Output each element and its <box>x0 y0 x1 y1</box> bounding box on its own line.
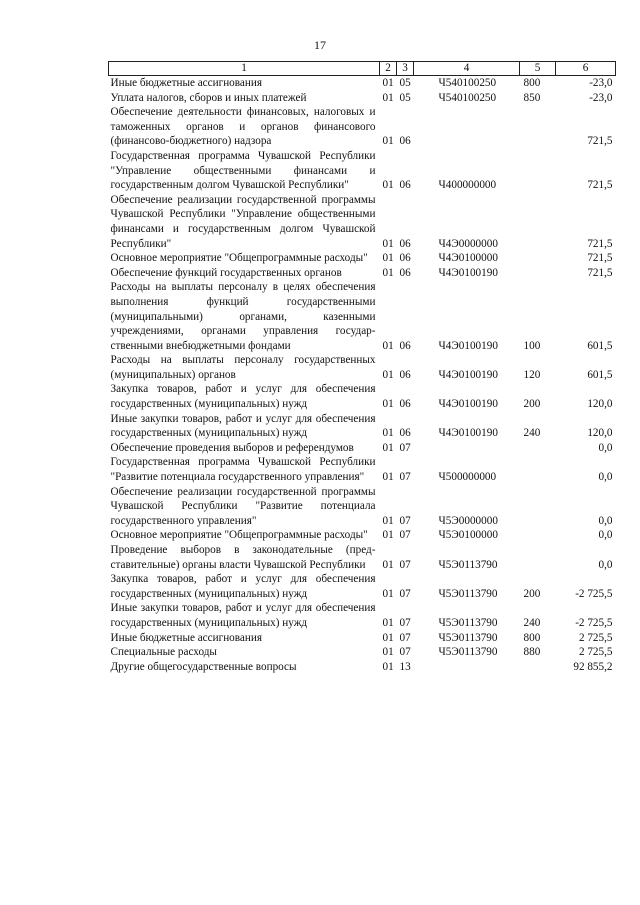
cell-section: 01 <box>382 339 394 352</box>
table-row <box>109 353 616 382</box>
cell-subsection: 07 <box>399 587 411 600</box>
cell-target-article <box>414 105 520 149</box>
cell-subsection: 06 <box>399 427 411 440</box>
cell-target-article: Ч5Э0100000 <box>438 529 498 542</box>
cell-section: 01 <box>382 529 394 542</box>
cell-target-article: Ч5Э0113790 <box>438 587 498 600</box>
cell-expense-type <box>520 485 556 529</box>
cell-name: Обеспечение проведения выборов и референдумов <box>110 441 354 454</box>
cell-target-article: Ч540100250 <box>438 77 497 89</box>
cell-name: Государственная программа Чувашской Республики "Развитие потенциала государственного управления" <box>110 456 376 484</box>
cell-name: Иные бюджетные ассигнования <box>110 77 262 89</box>
table-row <box>109 645 616 660</box>
cell-target-article: Ч5Э0113790 <box>438 646 498 659</box>
cell-subsection: 05 <box>399 77 411 89</box>
cell-expense-type: 850 <box>523 91 541 104</box>
cell-expense-type: 240 <box>523 427 541 440</box>
cell-name: Закупка товаров, работ и услуг для обеспечения государственных (муниципальных) нужд <box>110 573 376 600</box>
cell-amount: 601,5 <box>587 339 613 352</box>
cell-expense-type <box>520 105 556 149</box>
cell-section: 01 <box>382 471 394 484</box>
cell-subsection: 05 <box>399 91 411 104</box>
cell-subsection: 07 <box>399 529 411 542</box>
cell-amount: 92 855,2 <box>573 660 613 673</box>
cell-target-article: Ч5Э0000000 <box>438 514 498 527</box>
cell-name: Обеспечение деятельности финансовых, налоговых и таможенных органов и органов финансового (финансово-бюджетного) надзора <box>110 106 376 148</box>
cell-amount: -2 725,5 <box>575 587 613 600</box>
cell-name: Основное мероприятие "Общепрограммные расходы" <box>110 529 368 542</box>
cell-section: 01 <box>382 427 394 440</box>
cell-amount: -23,0 <box>589 91 613 104</box>
cell-section: 01 <box>382 252 394 265</box>
cell-name: Уплата налогов, сборов и иных платежей <box>110 91 307 104</box>
cell-name: Государственная программа Чувашской Республики "Управление общественными финансами и государственным долгом Чувашской Республики" <box>110 149 376 192</box>
cell-subsection: 07 <box>399 646 411 659</box>
cell-target-article: Ч4Э0100190 <box>438 398 498 411</box>
cell-subsection: 06 <box>399 266 411 279</box>
cell-amount: 2 725,5 <box>578 631 613 644</box>
cell-expense-type: 800 <box>523 631 541 644</box>
cell-section: 01 <box>382 514 394 527</box>
cell-expense-type <box>520 660 556 675</box>
cell-target-article: Ч5Э0113790 <box>438 558 498 571</box>
cell-name: Обеспечение функций государственных органов <box>110 266 342 279</box>
table-row <box>109 660 616 675</box>
table-body <box>109 76 616 675</box>
cell-amount: 721,5 <box>587 237 613 250</box>
column-header-target-article: 4 <box>414 62 520 76</box>
cell-target-article: Ч5Э0113790 <box>438 631 498 644</box>
table-row <box>109 266 616 281</box>
table-row <box>109 76 616 91</box>
cell-subsection: 07 <box>399 441 411 454</box>
cell-subsection: 06 <box>399 179 411 192</box>
cell-amount: 0,0 <box>598 441 613 454</box>
table-row <box>109 441 616 456</box>
cell-name: Обеспечение реализации государственной программы Чувашской Республики "Управление общественными финансами и государственным долгом Чувашской Республики" <box>110 193 376 250</box>
cell-section: 01 <box>382 91 394 104</box>
cell-amount: 0,0 <box>598 529 613 542</box>
cell-expense-type: 880 <box>523 646 541 659</box>
cell-amount: -23,0 <box>589 77 613 89</box>
cell-section: 01 <box>382 558 394 571</box>
cell-subsection: 06 <box>399 237 411 250</box>
cell-target-article <box>414 441 520 456</box>
cell-subsection: 06 <box>399 368 411 381</box>
cell-expense-type <box>520 528 556 543</box>
cell-section: 01 <box>382 616 394 629</box>
cell-name: Иные закупки товаров, работ и услуг для обеспечения государственных (муниципальных) нужд <box>110 602 376 629</box>
cell-target-article: Ч5Э0113790 <box>438 616 498 629</box>
column-header-amount: 6 <box>556 62 616 76</box>
cell-section: 01 <box>382 441 394 454</box>
cell-target-article <box>414 660 520 675</box>
cell-expense-type <box>520 251 556 266</box>
cell-expense-type <box>520 266 556 281</box>
cell-amount: 721,5 <box>587 266 613 279</box>
cell-amount: 0,0 <box>598 514 613 527</box>
cell-target-article: Ч4Э0100190 <box>438 266 498 279</box>
cell-target-article: Ч540100250 <box>438 91 497 104</box>
cell-target-article: Ч4Э0100190 <box>438 339 498 352</box>
cell-amount: 120,0 <box>587 427 613 440</box>
table-row <box>109 412 616 441</box>
cell-section: 01 <box>382 237 394 250</box>
cell-amount: 721,5 <box>587 252 613 265</box>
cell-subsection: 07 <box>399 631 411 644</box>
cell-name: Другие общегосударственные вопросы <box>110 660 297 673</box>
table-row <box>109 601 616 630</box>
column-header-section: 2 <box>380 62 397 76</box>
cell-section: 01 <box>382 646 394 659</box>
budget-table <box>108 61 616 674</box>
cell-target-article: Ч4Э0100190 <box>438 427 498 440</box>
cell-expense-type: 100 <box>523 339 541 352</box>
cell-amount: 601,5 <box>587 368 613 381</box>
column-header-subsection: 3 <box>397 62 414 76</box>
cell-target-article: Ч4Э0100000 <box>438 252 498 265</box>
cell-section: 01 <box>382 135 394 148</box>
cell-subsection: 07 <box>399 471 411 484</box>
column-header-name: 1 <box>109 62 380 76</box>
table-row <box>109 105 616 149</box>
cell-name: Иные закупки товаров, работ и услуг для обеспечения государственных (муниципальных) нужд <box>110 412 376 440</box>
cell-expense-type <box>520 193 556 251</box>
cell-name: Специальные расходы <box>110 646 217 659</box>
cell-section: 01 <box>382 631 394 644</box>
cell-expense-type <box>520 441 556 456</box>
cell-name: Закупка товаров, работ и услуг для обеспечения государственных (муниципальных) нужд <box>110 383 376 411</box>
cell-section: 01 <box>382 179 394 192</box>
cell-target-article: Ч500000000 <box>438 471 497 484</box>
cell-target-article: Ч400000000 <box>438 179 497 192</box>
column-header-expense-type: 5 <box>520 62 556 76</box>
table-row <box>109 455 616 484</box>
cell-expense-type <box>520 149 556 193</box>
cell-subsection: 06 <box>399 135 411 148</box>
table-row <box>109 543 616 572</box>
cell-name: Основное мероприятие "Общепрограммные расходы" <box>110 252 368 265</box>
cell-section: 01 <box>382 266 394 279</box>
cell-name: Иные бюджетные ассигнования <box>110 631 262 644</box>
cell-expense-type <box>520 455 556 484</box>
table-row <box>109 91 616 106</box>
cell-name: Расходы на выплаты персоналу в целях обеспечения выполнения функций государственными (муниципальными) органами, казенными учреждениями, органами управления государственными внебюджетными фондами <box>110 281 376 352</box>
cell-expense-type: 240 <box>523 616 541 629</box>
table-row <box>109 149 616 193</box>
cell-expense-type: 200 <box>523 398 541 411</box>
cell-target-article: Ч4Э0100190 <box>438 368 498 381</box>
cell-amount: 721,5 <box>587 179 613 192</box>
cell-expense-type: 800 <box>523 77 541 89</box>
table-row <box>109 572 616 601</box>
cell-name: Проведение выборов в законодательные (представительные) органы власти Чувашской Республики <box>110 544 376 571</box>
cell-subsection: 13 <box>399 660 411 673</box>
cell-expense-type: 120 <box>523 368 541 381</box>
cell-section: 01 <box>382 77 394 89</box>
table-row <box>109 485 616 529</box>
cell-subsection: 07 <box>399 558 411 571</box>
page-number: 17 <box>314 38 326 52</box>
table-row <box>109 528 616 543</box>
cell-subsection: 07 <box>399 616 411 629</box>
cell-section: 01 <box>382 660 394 673</box>
table-row <box>109 193 616 251</box>
header-row <box>109 62 616 76</box>
cell-amount: -2 725,5 <box>575 616 613 629</box>
table-row <box>109 631 616 646</box>
cell-section: 01 <box>382 587 394 600</box>
cell-subsection: 06 <box>399 252 411 265</box>
cell-subsection: 06 <box>399 339 411 352</box>
cell-amount: 0,0 <box>598 471 613 484</box>
table-row <box>109 280 616 353</box>
cell-name: Расходы на выплаты персоналу государственных (муниципальных) органов <box>110 354 376 381</box>
cell-target-article: Ч4Э0000000 <box>438 237 498 250</box>
cell-name: Обеспечение реализации государственной программы Чувашской Республики "Развитие потенциала государственного управления" <box>110 485 376 527</box>
cell-section: 01 <box>382 398 394 411</box>
cell-expense-type: 200 <box>523 587 541 600</box>
cell-subsection: 06 <box>399 398 411 411</box>
cell-amount: 120,0 <box>587 398 613 411</box>
cell-section: 01 <box>382 368 394 381</box>
cell-amount: 0,0 <box>598 558 613 571</box>
cell-expense-type <box>520 543 556 572</box>
table-row <box>109 382 616 411</box>
table-header <box>109 62 616 76</box>
table-row <box>109 251 616 266</box>
cell-amount: 721,5 <box>587 135 613 148</box>
cell-amount: 2 725,5 <box>578 646 613 659</box>
cell-subsection: 07 <box>399 514 411 527</box>
